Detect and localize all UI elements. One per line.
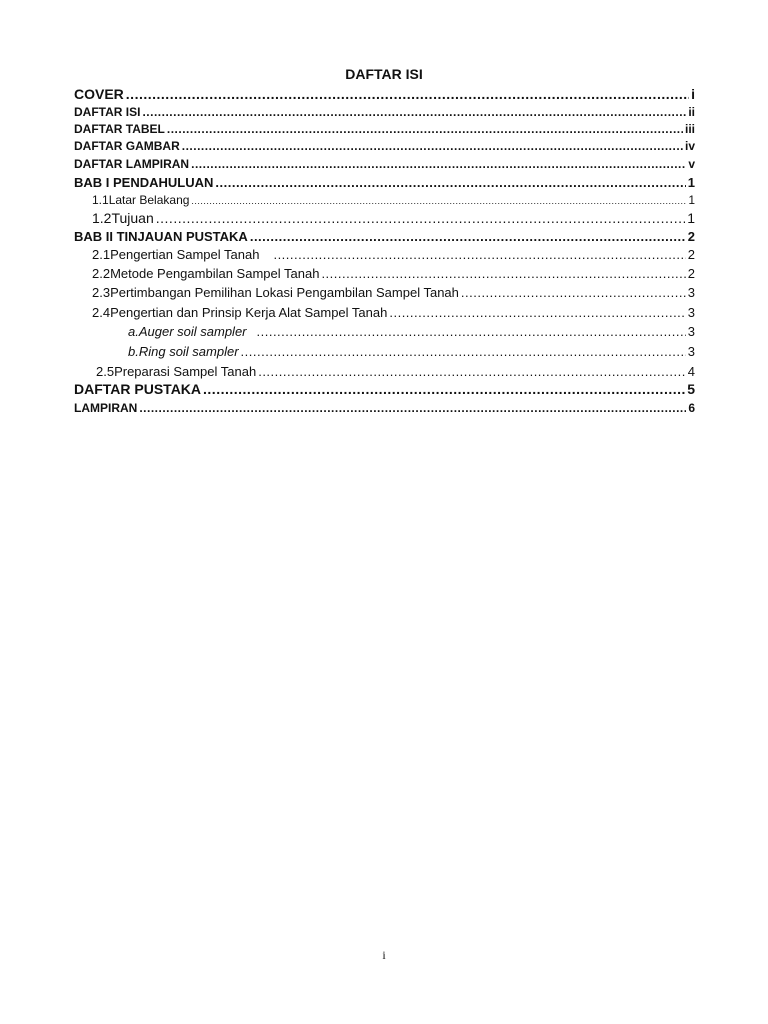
toc-entry-2-5[interactable] — [96, 364, 695, 379]
leader-dots — [203, 381, 685, 397]
toc-entry-1-2[interactable] — [92, 210, 695, 226]
toc-entry-bab-2[interactable] — [74, 229, 695, 244]
toc-page-number: 1 — [688, 193, 695, 207]
toc-label: BAB II TINJAUAN PUSTAKA — [74, 229, 248, 244]
toc-entry-lampiran[interactable] — [74, 401, 695, 415]
toc-entry-2-4[interactable] — [92, 305, 695, 320]
toc-page-number: 3 — [687, 344, 695, 359]
toc-number: 2.2 — [92, 266, 111, 281]
toc-page-number: 5 — [687, 381, 695, 397]
toc-number: 1.1 — [92, 193, 109, 207]
toc-entry-2-2[interactable] — [92, 266, 695, 281]
leader-dots — [139, 401, 686, 415]
leader-dots — [126, 86, 689, 102]
leader-dots — [167, 122, 683, 136]
toc-entry-daftar-gambar[interactable] — [74, 139, 695, 153]
toc-entry-2-1[interactable] — [92, 247, 695, 262]
toc-number: a. — [128, 324, 139, 339]
toc-entry-daftar-tabel[interactable] — [74, 122, 695, 136]
toc-entry-1-1[interactable] — [92, 193, 695, 207]
toc-page-number: ii — [688, 105, 695, 119]
toc-number: b. — [128, 344, 139, 359]
leader-dots — [142, 105, 686, 119]
toc-label: Preparasi Sampel Tanah — [114, 364, 257, 379]
toc-label: Ring soil sampler — [138, 344, 239, 359]
leader-dots — [321, 266, 685, 281]
toc-label: DAFTAR GAMBAR — [74, 139, 180, 153]
toc-label: Pertimbangan Pemilihan Lokasi Pengambilan Sampel Tanah — [110, 285, 459, 300]
leader-dots — [182, 139, 683, 153]
leader-dots — [156, 210, 685, 226]
toc-number: 2.1 — [92, 247, 111, 262]
toc-entry-daftar-pustaka[interactable] — [74, 381, 695, 397]
toc-entry-bab-1[interactable] — [74, 175, 695, 190]
toc-label: DAFTAR ISI — [74, 105, 141, 119]
leader-dots — [257, 324, 686, 339]
toc-number: 2.3 — [92, 285, 111, 300]
toc-page-number: 1 — [687, 210, 695, 226]
toc-label: LAMPIRAN — [74, 401, 138, 415]
toc-page-number: iv — [684, 139, 695, 153]
toc-entry-2-4-a[interactable] — [128, 324, 695, 339]
toc-page-number: 2 — [687, 229, 695, 244]
page-number-footer: i — [382, 948, 386, 962]
toc-entry-daftar-lampiran[interactable] — [74, 157, 695, 171]
leader-dots — [241, 344, 686, 359]
page-title: DAFTAR ISI — [345, 66, 423, 82]
toc-label: Tujuan — [111, 210, 154, 226]
toc-label: BAB I PENDAHULUAN — [74, 175, 214, 190]
toc-number: 1.2 — [92, 210, 112, 226]
toc-page-number: 2 — [687, 266, 695, 281]
toc-label: DAFTAR LAMPIRAN — [74, 157, 190, 171]
toc-page-number: 3 — [687, 305, 695, 320]
toc-label: DAFTAR TABEL — [74, 122, 165, 136]
leader-dots — [273, 247, 685, 262]
toc-page-number: 4 — [687, 364, 695, 379]
toc-label: COVER — [74, 86, 124, 102]
toc-label: DAFTAR PUSTAKA — [74, 381, 202, 397]
toc-page-number: 2 — [687, 247, 695, 262]
toc-entry-daftar-isi[interactable] — [74, 105, 695, 119]
leader-dots — [215, 175, 685, 190]
leader-dots — [258, 364, 686, 379]
leader-dots — [191, 157, 686, 171]
toc-page-number: 3 — [687, 285, 695, 300]
leader-dots — [461, 285, 686, 300]
toc-label: Pengertian dan Prinsip Kerja Alat Sampel Tanah — [110, 305, 388, 320]
leader-dots — [250, 229, 686, 244]
toc-page-number: v — [688, 157, 695, 171]
toc-page-number: 6 — [688, 401, 695, 415]
leader-dots — [389, 305, 685, 320]
toc-label: Pengertian Sampel Tanah — [110, 247, 260, 262]
toc-page-number: iii — [684, 122, 695, 136]
toc-entry-cover[interactable] — [74, 86, 695, 102]
toc-entry-2-4-b[interactable] — [128, 344, 695, 359]
toc-page-number: i — [691, 86, 695, 102]
toc-label: Auger soil sampler — [138, 324, 247, 339]
toc-page-number: 3 — [687, 324, 695, 339]
toc-label: Latar Belakang — [108, 193, 190, 207]
toc-number: 2.5 — [96, 364, 115, 379]
toc-entry-2-3[interactable] — [92, 285, 695, 300]
toc-page-number: 1 — [687, 175, 695, 190]
leader-dots — [191, 196, 686, 206]
toc-number: 2.4 — [92, 305, 111, 320]
toc-label: Metode Pengambilan Sampel Tanah — [110, 266, 320, 281]
